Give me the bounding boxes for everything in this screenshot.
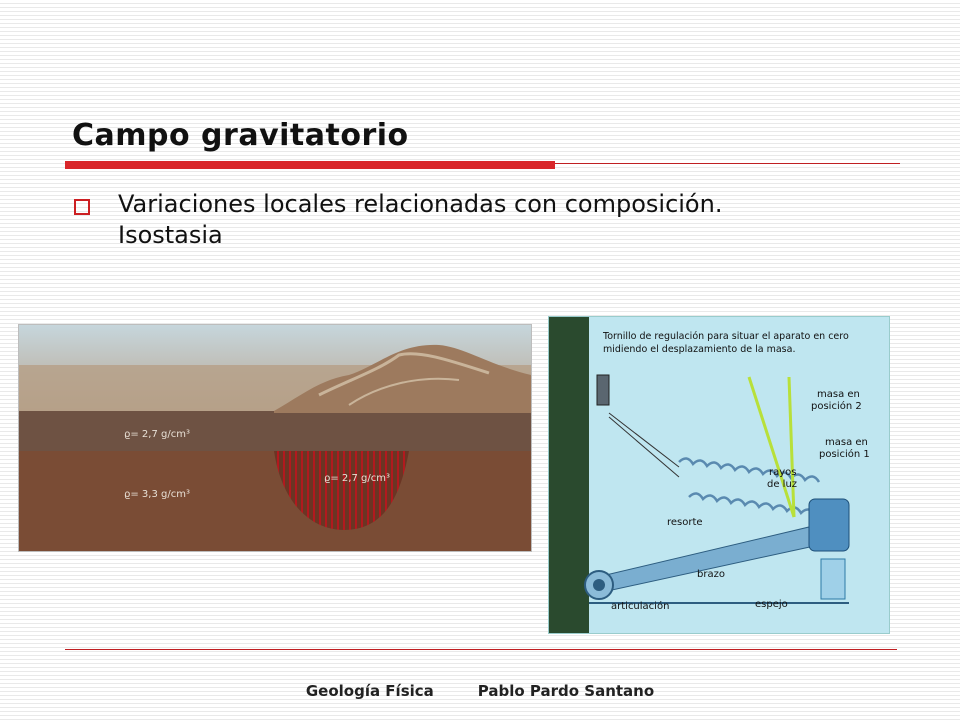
bullet-text	[118, 189, 878, 251]
mirror	[821, 559, 845, 599]
mass-pos1-line1: masa en	[825, 437, 868, 448]
joint-label: articulación	[611, 601, 670, 612]
footer-author: Pablo Pardo Santano	[477, 682, 655, 700]
bullet-line-2: Isostasia	[118, 221, 223, 249]
mantle-layer	[19, 451, 531, 551]
title-rule	[555, 163, 900, 164]
footer-course: Geología Física	[305, 682, 434, 700]
mass-pos2-line2: posición 2	[811, 401, 862, 412]
footer-rule	[65, 649, 897, 650]
mass-pos2-line1: masa en	[817, 389, 860, 400]
slide-title: Campo gravitatorio	[72, 118, 409, 153]
rays-line2: de luz	[767, 479, 798, 490]
arm-label: brazo	[697, 569, 725, 580]
mass	[809, 499, 849, 551]
density-root-label: ϱ= 2,7 g/cm³	[324, 473, 390, 484]
rays-line1: rayos	[769, 467, 797, 478]
mirror-label: espejo	[755, 599, 788, 610]
caption-line-2: midiendo el desplazamiento de la masa.	[603, 344, 796, 355]
density-lower-label: ϱ= 3,3 g/cm³	[124, 489, 190, 500]
gravimeter-diagram	[548, 316, 890, 634]
density-upper-label: ϱ= 2,7 g/cm³	[124, 429, 190, 440]
square-bullet-icon	[74, 199, 90, 215]
gravimeter-svg	[549, 317, 889, 633]
isostasy-svg	[19, 325, 531, 551]
title-underline	[65, 161, 555, 169]
isostasy-diagram	[18, 324, 532, 552]
footer	[0, 682, 960, 700]
mass-pos1-line2: posición 1	[819, 449, 870, 460]
caption-line-1: Tornillo de regulación para situar el aparato en cero	[603, 331, 849, 342]
bullet-line-1: Variaciones locales relacionadas con composición.	[118, 190, 723, 218]
wall	[549, 317, 589, 633]
spring-label: resorte	[667, 517, 703, 528]
crust-layer	[19, 411, 531, 451]
adjust-screw	[597, 375, 609, 405]
